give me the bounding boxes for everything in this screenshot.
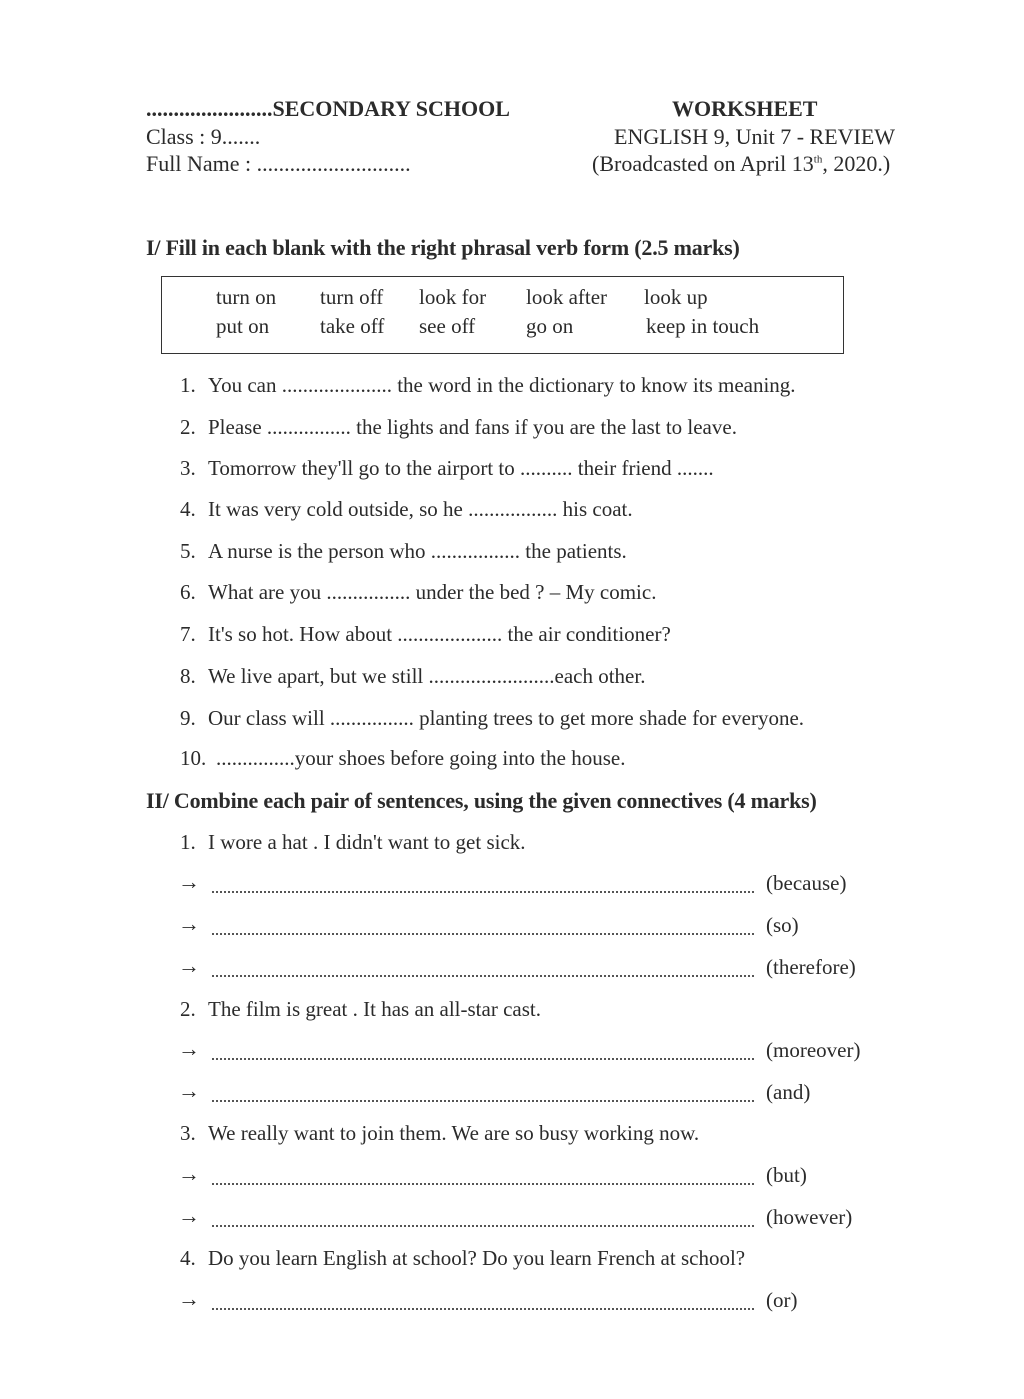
word-item: turn off <box>320 285 384 309</box>
question-10 <box>180 746 625 771</box>
question-number: 2. <box>180 997 196 1021</box>
arrow-icon: → <box>178 1036 200 1061</box>
question-6 <box>180 580 656 605</box>
arrow-icon: → <box>178 911 200 936</box>
question-text: What are you ................ under the bed ? – My comic. <box>208 580 657 604</box>
arrow-icon: → <box>178 953 200 978</box>
connective-hint: (however) <box>766 1205 853 1229</box>
question-4 <box>180 497 633 522</box>
word-item: see off <box>419 314 476 338</box>
question-1 <box>180 373 796 398</box>
question-text: It's so hot. How about .................... the air conditioner? <box>208 622 671 646</box>
question-text: It was very cold outside, so he ................. his coat. <box>208 497 633 521</box>
word-item: look up <box>644 285 708 309</box>
word-item: look for <box>419 285 487 309</box>
question-number: 4. <box>180 497 196 521</box>
answer-line[interactable] <box>212 1058 754 1060</box>
question-text: A nurse is the person who ................. the patients. <box>208 539 627 563</box>
question-number: 8. <box>180 664 196 688</box>
word-item: take off <box>320 314 385 338</box>
answer-line[interactable] <box>212 975 754 977</box>
combine-question-2 <box>180 997 541 1022</box>
connective-hint: (or) <box>766 1288 798 1312</box>
question-9 <box>180 706 804 731</box>
connective-hint: (because) <box>766 871 847 895</box>
word-item: go on <box>526 314 574 338</box>
word-item: keep in touch <box>646 314 760 338</box>
question-7 <box>180 622 671 647</box>
answer-line[interactable] <box>212 1183 754 1185</box>
question-2 <box>180 415 737 440</box>
question-text: We really want to join them. We are so busy working now. <box>208 1121 700 1145</box>
question-text: I wore a hat . I didn't want to get sick. <box>208 830 526 854</box>
question-text: ...............your shoes before going into the house. <box>216 746 626 770</box>
broadcast-date-sup: th <box>813 153 823 166</box>
section2-title: II/ Combine each pair of sentences, using the given connectives (4 marks) <box>146 788 817 813</box>
answer-line[interactable] <box>212 1308 754 1310</box>
question-number: 6. <box>180 580 196 604</box>
answer-line[interactable] <box>212 1225 754 1227</box>
section1-title: I/ Fill in each blank with the right phrasal verb form (2.5 marks) <box>146 235 740 260</box>
question-3 <box>180 456 714 481</box>
full-name-label: Full Name : ............................ <box>146 151 411 176</box>
arrow-icon: → <box>178 1286 200 1311</box>
answer-line[interactable] <box>212 933 754 935</box>
question-text: Do you learn English at school? Do you learn French at school? <box>208 1246 746 1270</box>
question-text: You can ..................... the word in the dictionary to know its meaning. <box>208 373 796 397</box>
arrow-icon: → <box>178 1203 200 1228</box>
question-text: Please ................ the lights and fans if you are the last to leave. <box>208 415 737 439</box>
question-text: Tomorrow they'll go to the airport to .......... their friend ....... <box>208 456 714 480</box>
question-number: 5. <box>180 539 196 563</box>
broadcast-date-post: , 2020.) <box>822 151 891 176</box>
question-number: 10. <box>180 746 207 770</box>
question-number: 1. <box>180 373 196 397</box>
broadcast-date-pre: (Broadcasted on April 13 <box>592 151 814 176</box>
word-box <box>161 276 844 354</box>
class-label: Class : 9....... <box>146 124 261 149</box>
arrow-icon: → <box>178 1078 200 1103</box>
question-number: 4. <box>180 1246 196 1270</box>
word-item: put on <box>216 314 270 338</box>
connective-hint: (so) <box>766 913 799 937</box>
combine-question-3 <box>180 1121 699 1146</box>
worksheet-subtitle: ENGLISH 9, Unit 7 - REVIEW <box>614 124 896 149</box>
word-item: look after <box>526 285 608 309</box>
connective-hint: (moreover) <box>766 1038 861 1062</box>
question-number: 2. <box>180 415 196 439</box>
connective-hint: (but) <box>766 1163 807 1187</box>
question-text: Our class will ................ planting trees to get more shade for everyone. <box>208 706 805 730</box>
question-number: 7. <box>180 622 196 646</box>
connective-hint: (and) <box>766 1080 811 1104</box>
word-item: turn on <box>216 285 277 309</box>
question-number: 9. <box>180 706 196 730</box>
question-text: The film is great . It has an all-star cast. <box>208 997 541 1021</box>
question-number: 3. <box>180 1121 196 1145</box>
broadcast-date <box>592 151 890 177</box>
worksheet-title: WORKSHEET <box>672 96 818 121</box>
answer-line[interactable] <box>212 1100 754 1102</box>
answer-line[interactable] <box>212 891 754 893</box>
question-5 <box>180 539 627 564</box>
question-text: We live apart, but we still ........................each other. <box>208 664 646 688</box>
connective-hint: (therefore) <box>766 955 856 979</box>
arrow-icon: → <box>178 869 200 894</box>
combine-question-1 <box>180 830 526 855</box>
school-name: .......................SECONDARY SCHOOL <box>146 96 510 121</box>
question-number: 1. <box>180 830 196 854</box>
arrow-icon: → <box>178 1161 200 1186</box>
combine-question-4 <box>180 1246 745 1271</box>
question-8 <box>180 664 645 689</box>
question-number: 3. <box>180 456 196 480</box>
